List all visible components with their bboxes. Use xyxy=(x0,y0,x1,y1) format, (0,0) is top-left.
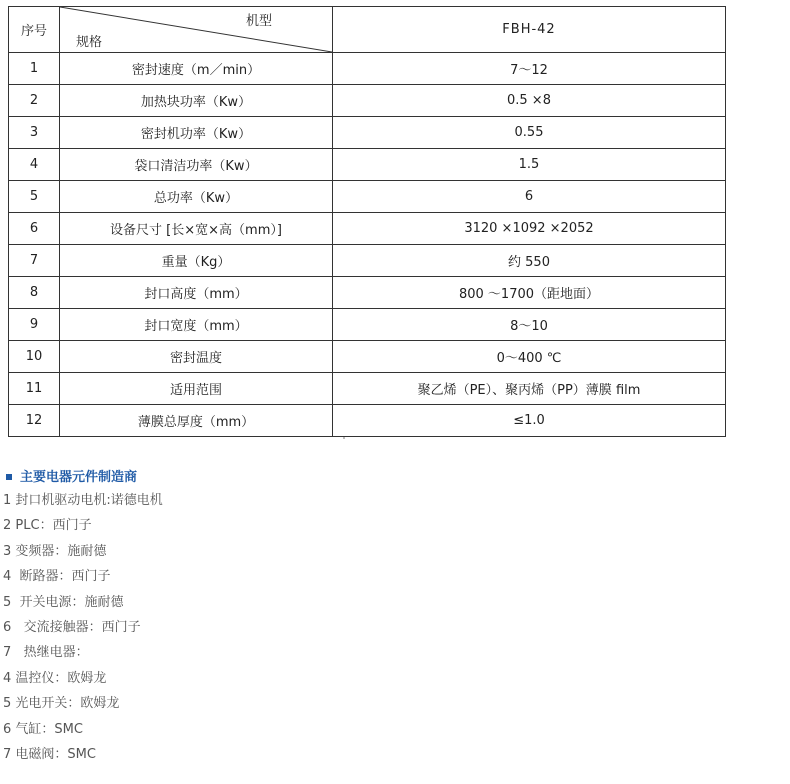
list-item: 1 封口机驱动电机:诺德电机 xyxy=(3,493,163,508)
row-value: 7～12 xyxy=(333,53,726,85)
list-item: 5 开关电源：施耐德 xyxy=(3,594,124,610)
row-spec: 设备尺寸 [长×宽×高（mm）] xyxy=(60,213,333,245)
header-model-name: FBH-42 xyxy=(333,7,726,53)
list-item: 7 热继电器： xyxy=(3,645,89,661)
row-value: 8～10 xyxy=(333,309,726,341)
row-index: 7 xyxy=(9,245,60,277)
section-title xyxy=(6,466,137,485)
row-spec: 封口宽度（mm） xyxy=(60,309,333,341)
row-index: 11 xyxy=(9,373,60,405)
row-spec: 密封机功率（Kw） xyxy=(60,117,333,149)
table-row xyxy=(9,277,726,309)
row-spec: 密封速度（m／min） xyxy=(60,53,333,85)
table-row xyxy=(9,213,726,245)
row-value: 3120 ×1092 ×2052 xyxy=(333,213,726,245)
row-spec: 密封温度 xyxy=(60,341,333,373)
header-diagonal-cell xyxy=(60,7,333,53)
row-spec: 封口高度（mm） xyxy=(60,277,333,309)
row-index: 5 xyxy=(9,181,60,213)
row-value: 1.5 xyxy=(333,149,726,181)
decorative-dot xyxy=(343,437,345,439)
list-item: 5 光电开关：欧姆龙 xyxy=(3,696,120,712)
row-value: 0.5 ×8 xyxy=(333,85,726,117)
row-spec: 加热块功率（Kw） xyxy=(60,85,333,117)
components-list xyxy=(3,491,163,770)
header-spec-label: 规格 xyxy=(76,35,103,50)
header-model-label: 机型 xyxy=(245,14,272,29)
row-value: 约 550 xyxy=(333,245,726,277)
table-row xyxy=(9,181,726,213)
list-item: 7 电磁阀：SMC xyxy=(3,746,96,762)
table-header-row xyxy=(9,7,726,53)
row-index: 1 xyxy=(9,53,60,85)
row-spec: 薄膜总厚度（mm） xyxy=(60,405,333,437)
row-index: 10 xyxy=(9,341,60,373)
row-index: 12 xyxy=(9,405,60,437)
row-value: 800 ～1700（距地面） xyxy=(333,277,726,309)
header-index: 序号 xyxy=(9,7,60,53)
spec-table xyxy=(8,6,726,437)
table-row xyxy=(9,405,726,437)
list-item: 6 气缸：SMC xyxy=(3,721,83,737)
list-item: 2 PLC：西门子 xyxy=(3,518,92,534)
row-value: 0～400 ℃ xyxy=(333,341,726,373)
list-item: 3 变频器：施耐德 xyxy=(3,543,107,559)
row-value: 0.55 xyxy=(333,117,726,149)
list-item: 6 交流接触器：西门子 xyxy=(3,619,141,635)
table-row xyxy=(9,245,726,277)
table-row xyxy=(9,373,726,405)
row-spec: 袋口清洁功率（Kw） xyxy=(60,149,333,181)
row-spec: 总功率（Kw） xyxy=(60,181,333,213)
row-value: 聚乙烯（PE）、聚丙烯（PP）薄膜 film xyxy=(333,373,726,405)
table-row xyxy=(9,85,726,117)
row-index: 9 xyxy=(9,309,60,341)
list-item: 4 温控仪：欧姆龙 xyxy=(3,670,107,686)
square-bullet-icon xyxy=(6,474,12,480)
table-row xyxy=(9,341,726,373)
list-item: 4 断路器：西门子 xyxy=(3,569,111,585)
row-index: 2 xyxy=(9,85,60,117)
section-title-text: 主要电器元件制造商 xyxy=(20,470,138,485)
row-value: 6 xyxy=(333,181,726,213)
table-row xyxy=(9,149,726,181)
row-value: ≤1.0 xyxy=(333,405,726,437)
row-index: 8 xyxy=(9,277,60,309)
row-index: 3 xyxy=(9,117,60,149)
table-row xyxy=(9,53,726,85)
row-spec: 适用范围 xyxy=(60,373,333,405)
table-row xyxy=(9,309,726,341)
row-spec: 重量（Kg） xyxy=(60,245,333,277)
row-index: 4 xyxy=(9,149,60,181)
row-index: 6 xyxy=(9,213,60,245)
table-row xyxy=(9,117,726,149)
